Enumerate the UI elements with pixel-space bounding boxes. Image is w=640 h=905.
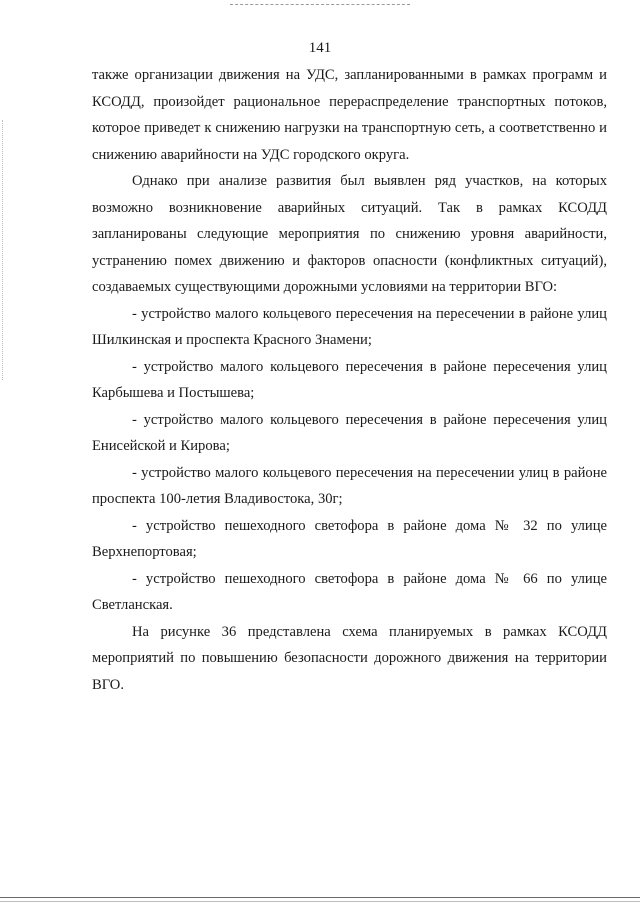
paragraph-continuation: также организации движения на УДС, запланированными в рамках программ и КСОДД, произойдет рациональное перераспределение транспортных потоков, которое приведет к снижению нагрузки на транспортную сеть, а соответственно и снижению аварийности на УДС городского округа. <box>92 67 607 163</box>
scan-artifact-left <box>2 120 4 380</box>
body-text <box>92 62 607 698</box>
paragraph-figure-reference: На рисунке 36 представлена схема планируемых в рамках КСОДД мероприятий по повышению безопасности дорожного движения на территории ВГО. <box>92 623 607 693</box>
list-item: - устройство малого кольцевого пересечения в районе пересечения улиц Енисейской и Кирова; <box>92 411 607 454</box>
scan-edge-line <box>0 897 640 898</box>
list-item: - устройство пешеходного светофора в районе дома № 32 по улице Верхнепортовая; <box>92 517 607 560</box>
list-item: - устройство малого кольцевого пересечения в районе пересечения улиц Карбышева и Постышева; <box>92 358 607 401</box>
paragraph-analysis: Однако при анализе развития был выявлен ряд участков, на которых возможно возникновение аварийных ситуаций. Так в рамках КСОДД запланированы следующие мероприятия по снижению уровня аварийности, устранению помех движению и факторов опасности (конфликтных ситуаций), создаваемых существующими дорожными условиями на территории ВГО: <box>92 173 607 295</box>
list-item: - устройство пешеходного светофора в районе дома № 66 по улице Светланская. <box>92 570 607 613</box>
scan-artifact-top <box>230 4 410 7</box>
list-item: - устройство малого кольцевого пересечения на пересечении улиц в районе проспекта 100-летия Владивостока, 30г; <box>92 464 607 507</box>
page-number: 141 <box>308 40 332 56</box>
scan-edge-line-thin <box>0 901 640 902</box>
list-item: - устройство малого кольцевого пересечения на пересечении в районе улиц Шилкинская и проспекта Красного Знамени; <box>92 305 607 348</box>
